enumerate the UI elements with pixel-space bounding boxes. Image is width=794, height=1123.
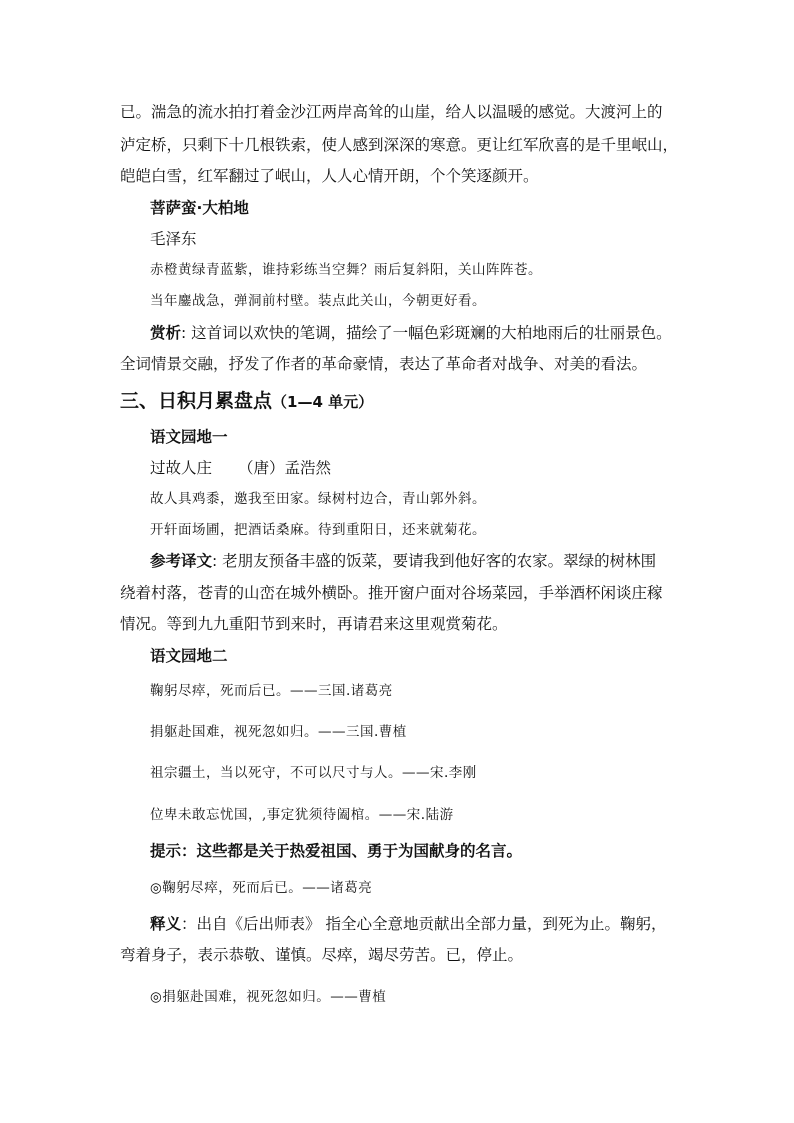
paragraph-line: 绕着村落，苍青的山峦在城外横卧。推开窗户面对谷场菜园，手举酒杯闲谈庄稼 (120, 584, 663, 602)
translation-label: 参考译文 (150, 552, 213, 570)
appreciation-paragraph (150, 322, 672, 344)
subsection-title: 语文园地二 (150, 647, 228, 665)
poem-author: （唐）孟浩然 (238, 459, 332, 477)
paragraph-line: 弯着身子，表示恭敬、谨慎。尽瘁，竭尽劳苦。已，停止。 (120, 946, 524, 964)
paragraph-line: 泸定桥，只剩下十几根铁索，使人感到深深的寒意。更让红军欣喜的是千里岷山， (120, 136, 679, 154)
translation-paragraph (150, 550, 656, 572)
poem-heading (150, 457, 331, 479)
explanation-label: 释义 (150, 915, 182, 933)
quote-line: 位卑未敢忘忧国，,事定犹须待阖棺。——宋.陆游 (150, 807, 454, 823)
poem-line: 赤橙黄绿青蓝紫，谁持彩练当空舞？雨后复斜阳，关山阵阵苍。 (150, 262, 542, 278)
quote-item: ◎鞠躬尽瘁，死而后已。——诸葛亮 (150, 880, 373, 896)
explanation-text: ：出自《后出师表》 指全心全意地贡献出全部力量，到死为止。鞠躬， (181, 915, 667, 933)
quote-line: 捐躯赴国难，视死忽如归。——三国.曹植 (150, 724, 407, 740)
section-title: 三、日积月累盘点 (120, 390, 273, 412)
quote-item: ◎捐躯赴国难，视死忽如归。——曹植 (150, 989, 387, 1005)
poem-line: 当年鏖战急，弹洞前村壁。装点此关山，今朝更好看。 (150, 293, 486, 309)
poem-line: 开轩面场圃，把酒话桑麻。待到重阳日，还来就菊花。 (150, 522, 486, 538)
section-heading (120, 388, 373, 415)
quote-line: 鞠躬尽瘁，死而后已。——三国.诸葛亮 (150, 683, 393, 699)
poem-line: 故人具鸡黍，邀我至田家。绿树村边合，青山郭外斜。 (150, 491, 486, 507)
poem-title: 过故人庄 (150, 459, 213, 477)
quote-line: 祖宗疆土，当以死守，不可以尺寸与人。——宋.李刚 (150, 765, 477, 781)
appreciation-text: : 这首词以欢快的笔调，描绘了一幅色彩斑斓的大柏地雨后的壮丽景色。 (181, 324, 672, 342)
paragraph-line: 已。湍急的流水拍打着金沙江两岸高耸的山崖，给人以温暖的感觉。大渡河上的 (120, 103, 663, 121)
appreciation-label: 赏析 (150, 324, 182, 342)
paragraph-line: 全词情景交融，抒发了作者的革命豪情，表达了革命者对战争、对美的看法。 (120, 355, 648, 373)
poem-author: 毛泽东 (150, 230, 197, 248)
subsection-title: 语文园地一 (150, 428, 228, 446)
paragraph-line: 情况。等到九九重阳节到来时，再请君来这里观赏菊花。 (120, 615, 508, 633)
hint-line: 提示：这些都是关于热爱祖国、勇于为国献身的名言。 (150, 842, 523, 860)
translation-text: : 老朋友预备丰盛的饭菜，要请我到他好客的农家。翠绿的树林围 (212, 552, 657, 570)
paragraph-line: 皑皑白雪，红军翻过了岷山，人人心情开朗，个个笑逐颜开。 (120, 167, 539, 185)
poem-title: 菩萨蛮·大柏地 (150, 199, 249, 217)
section-subtitle: （1—4 单元） (272, 393, 374, 411)
explanation-paragraph (150, 913, 666, 935)
